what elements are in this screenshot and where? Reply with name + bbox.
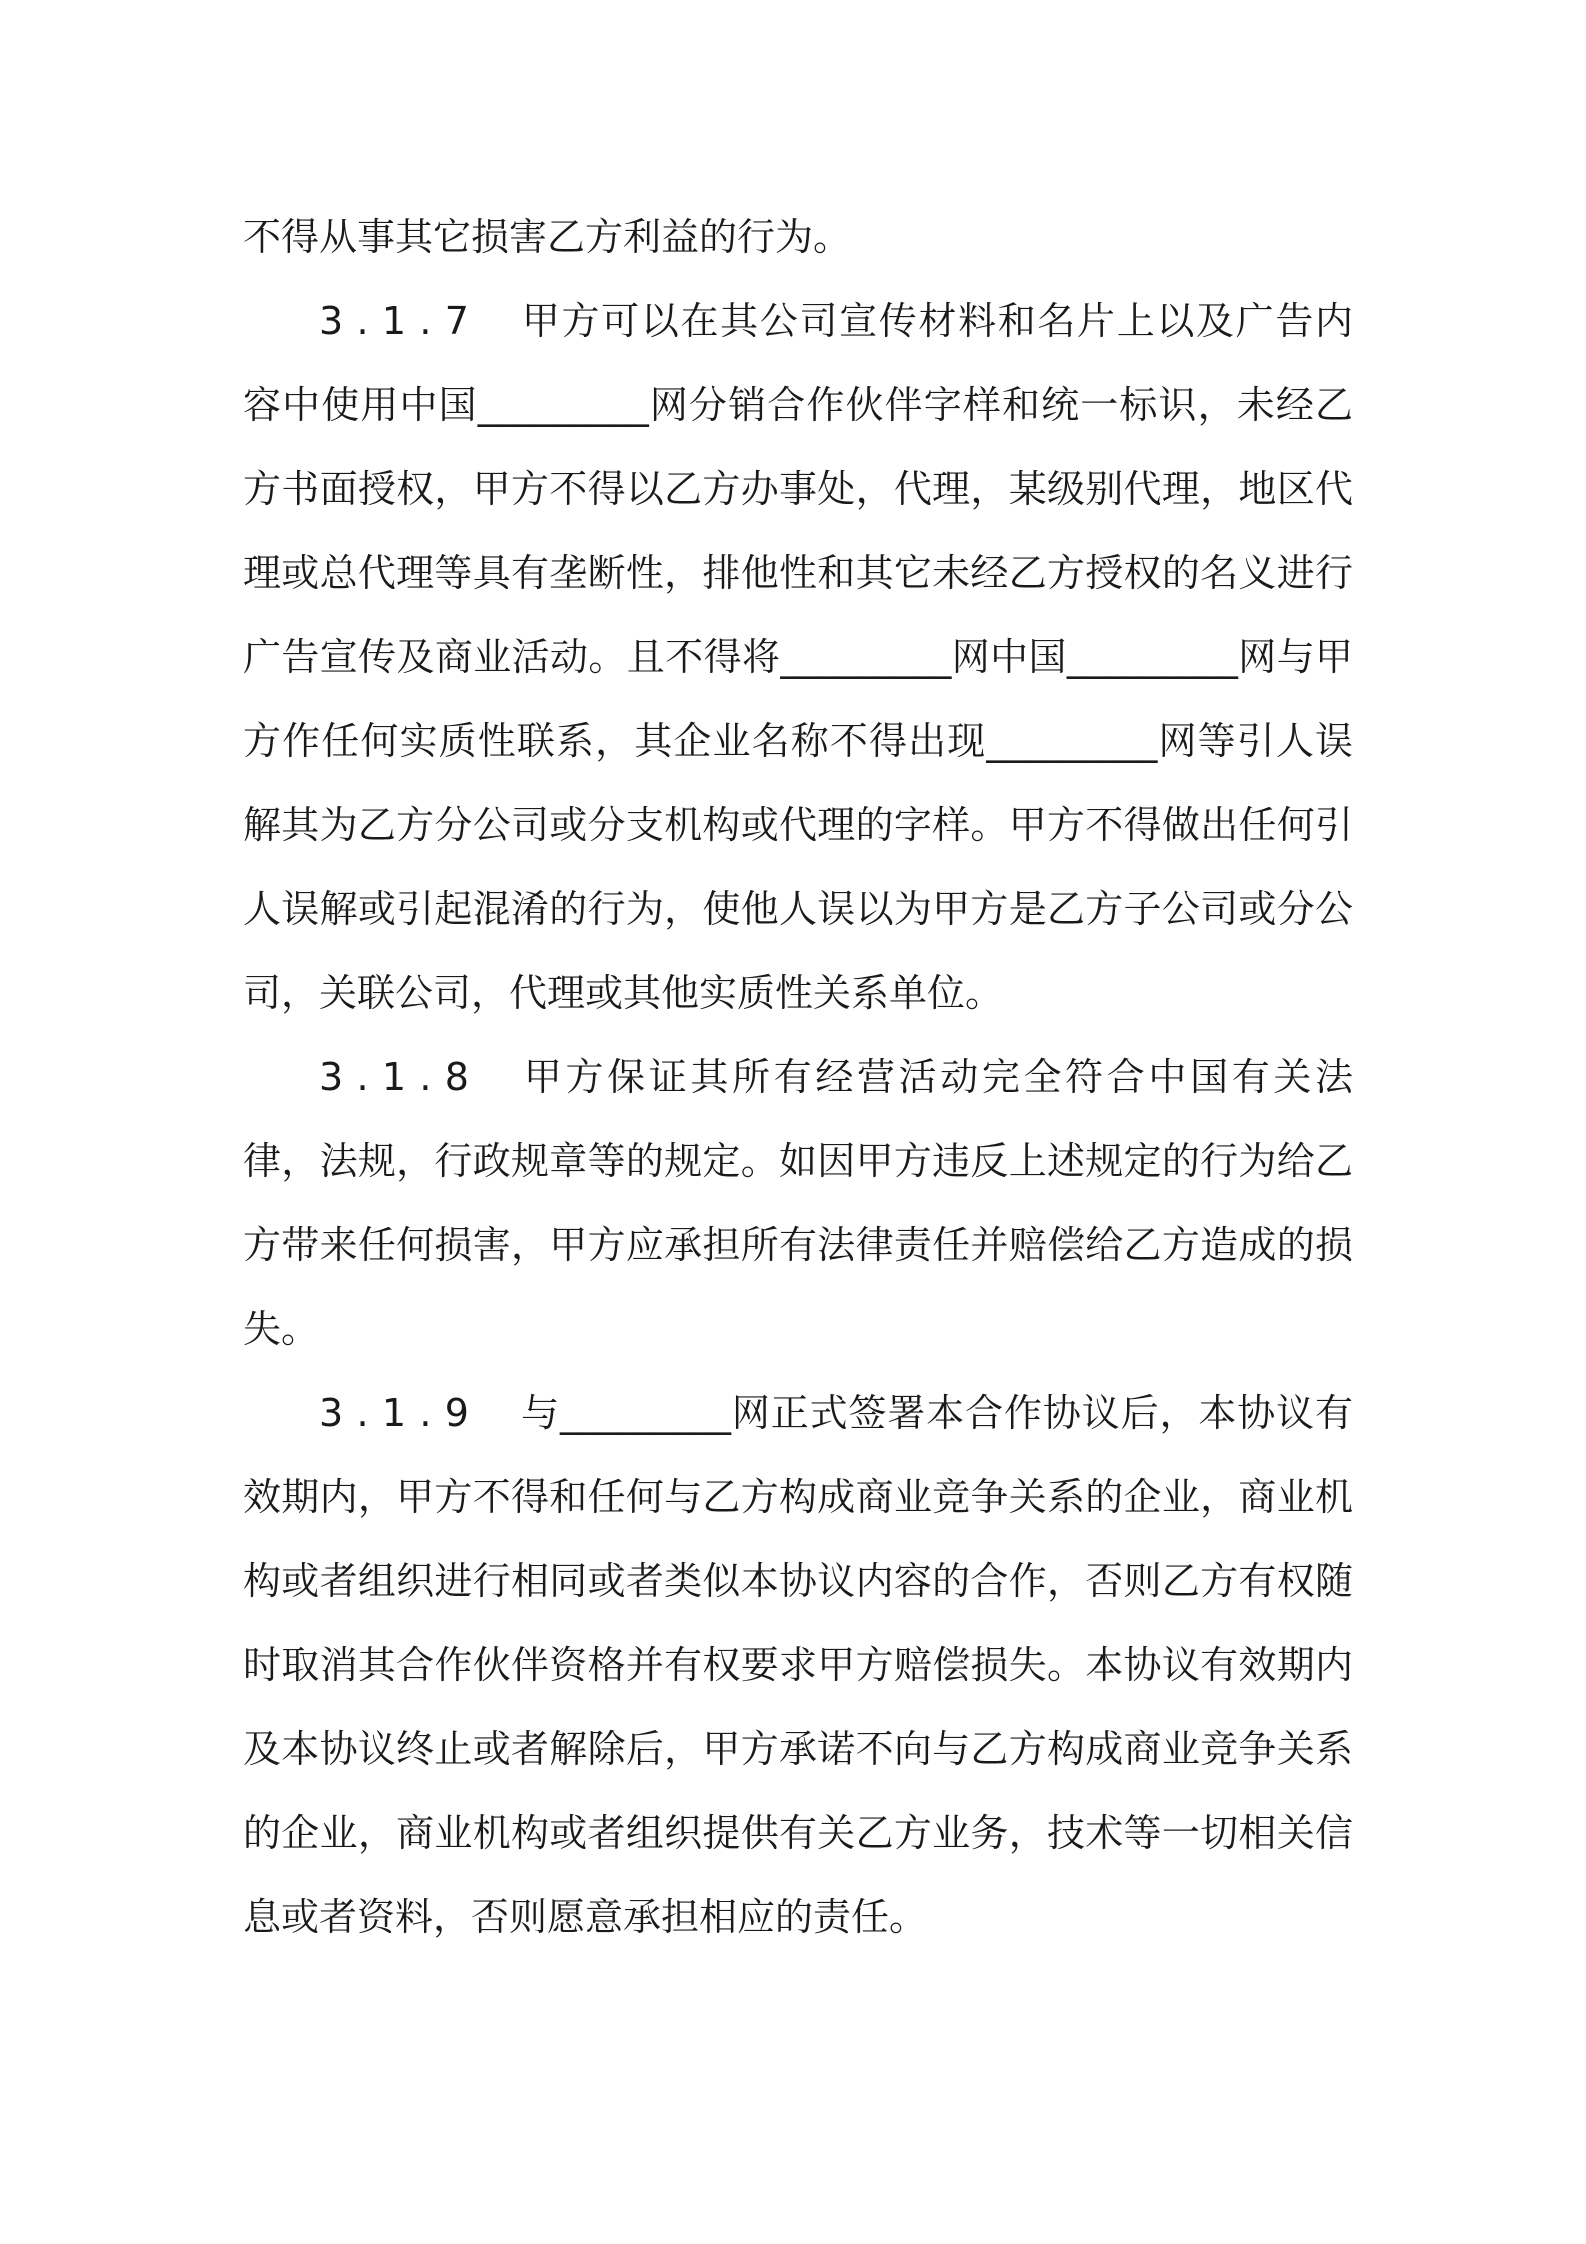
paragraph-continuation: [243, 195, 1353, 279]
clause-number: 3.1.8: [319, 1055, 483, 1099]
document-body: [243, 195, 1353, 1959]
clause-text: 甲方保证其所有经营活动完全符合中国有关法律，法规，行政规章等的规定。如因甲方违反上述规定的行为给乙方带来任何损害，甲方应承担所有法律责任并赔偿给乙方造成的损失。: [243, 1055, 1353, 1351]
clause-3-1-7: [243, 279, 1353, 1035]
paragraph-text: 不得从事其它损害乙方利益的行为。: [243, 215, 852, 259]
clause-number: 3.1.9: [319, 1391, 483, 1435]
clause-3-1-9: [243, 1371, 1353, 1959]
clause-text: 甲方可以在其公司宣传材料和名片上以及广告内容中使用中国_________网分销合作伙伴字样和统一标识，未经乙方书面授权，甲方不得以乙方办事处，代理，某级别代理，地区代理或总代理等具有垄断性，排他性和其它未经乙方授权的名义进行广告宣传及商业活动。且不得将_________网中国_________网与甲方作任何实质性联系，其企业名称不得出现_________网等引人误解其为乙方分公司或分支机构或代理的字样。甲方不得做出任何引人误解或引起混淆的行为，使他人误以为甲方是乙方子公司或分公司，关联公司，代理或其他实质性关系单位。: [243, 299, 1353, 1015]
clause-number: 3.1.7: [319, 299, 483, 343]
clause-text: 与_________网正式签署本合作协议后，本协议有效期内，甲方不得和任何与乙方构成商业竞争关系的企业，商业机构或者组织进行相同或者类似本协议内容的合作，否则乙方有权随时取消其合作伙伴资格并有权要求甲方赔偿损失。本协议有效期内及本协议终止或者解除后，甲方承诺不向与乙方构成商业竞争关系的企业，商业机构或者组织提供有关乙方业务，技术等一切相关信息或者资料，否则愿意承担相应的责任。: [243, 1391, 1353, 1939]
clause-3-1-8: [243, 1035, 1353, 1371]
